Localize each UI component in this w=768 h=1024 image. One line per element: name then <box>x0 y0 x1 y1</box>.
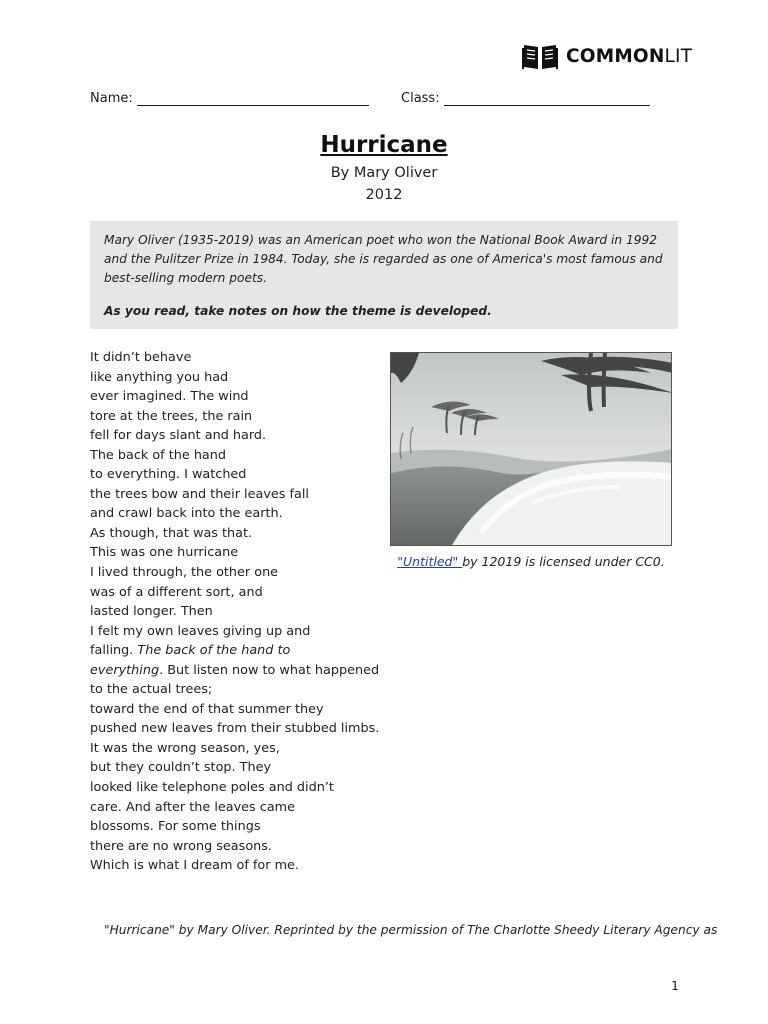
caption-link[interactable]: "Untitled" <box>397 554 463 569</box>
line-text <box>90 583 263 603</box>
line-body: The back of the hand <box>90 447 227 463</box>
poem-line <box>0 426 390 446</box>
line-body: care. And after the leaves came <box>90 799 295 815</box>
poem-line <box>0 504 390 524</box>
class-label: Class: <box>401 91 440 106</box>
line-text <box>90 563 278 583</box>
line-text <box>90 680 212 700</box>
poem-line <box>0 543 390 563</box>
line-text <box>90 837 272 857</box>
line-body: ever imagined. The wind <box>90 389 249 405</box>
line-text <box>90 446 226 466</box>
line-body: It didn’t behave <box>90 350 192 365</box>
line-body: lasted longer. Then <box>90 604 213 620</box>
page-number: 1 <box>671 978 679 993</box>
poem-line <box>0 485 390 505</box>
poem-line <box>0 837 390 857</box>
line-text <box>90 856 299 876</box>
line-text <box>90 778 334 798</box>
line-body: fell for days slant and hard. <box>90 428 267 444</box>
reading-task: As you read, take notes on how the theme is developed. <box>104 304 492 318</box>
line-text <box>90 348 191 368</box>
poem-line <box>0 641 390 661</box>
year-line: 2012 <box>365 187 403 203</box>
line-body: was of a different sort, and <box>90 584 263 600</box>
line-body: pushed new leaves from their stubbed limbs. <box>90 721 380 737</box>
line-body: to the actual trees; <box>90 682 213 698</box>
italic-phrase: everything <box>90 662 160 678</box>
line-body: . But listen now to what happened <box>159 662 380 678</box>
name-field[interactable] <box>90 91 369 106</box>
line-body: there are no wrong seasons. <box>90 838 272 854</box>
line-body: and crawl back into the earth. <box>90 506 283 522</box>
poem-line <box>0 524 390 544</box>
open-book-icon <box>522 41 558 71</box>
line-body: I lived through, the other one <box>90 565 279 581</box>
line-body: blossoms. For some things <box>90 819 261 835</box>
author-line: By Mary Oliver <box>330 165 438 181</box>
poem-line <box>0 602 390 622</box>
name-label: Name: <box>90 91 133 106</box>
poem-line <box>0 368 390 388</box>
poem-line <box>0 856 390 876</box>
caption-text: by 12019 is licensed under CC0. <box>462 554 665 569</box>
line-text <box>90 465 246 485</box>
line-text <box>90 817 261 837</box>
line-text <box>90 758 271 778</box>
line-body: I felt my own leaves giving up and <box>90 623 311 639</box>
line-body: the trees bow and their leaves fall <box>90 486 309 502</box>
poem-line <box>0 817 390 837</box>
line-body: falling. <box>90 643 138 659</box>
poem-line <box>0 622 390 642</box>
poem-line <box>0 387 390 407</box>
poem-line <box>0 407 390 427</box>
line-text <box>90 622 310 642</box>
line-text <box>90 407 252 427</box>
commonlit-logo <box>522 41 692 71</box>
line-text <box>90 641 290 661</box>
intro-box <box>90 221 678 329</box>
poem-line <box>0 563 390 583</box>
line-text <box>90 739 280 759</box>
line-text <box>90 504 283 524</box>
poem-line <box>0 739 390 759</box>
logo-word-lit: LIT <box>664 45 693 67</box>
line-body: toward the end of that summer they <box>90 701 324 717</box>
line-body: Which is what I dream of for me. <box>90 858 299 874</box>
line-text <box>90 602 213 622</box>
author-bio: Mary Oliver (1935-2019) was an American poet who won the National Book Award in 1992 and the Pulitzer Prize in 1984. Today, she is regarded as one of America's most famous and best-selling modern poets. <box>104 233 663 285</box>
poem-line <box>0 661 390 681</box>
poem-line <box>0 465 390 485</box>
line-body: This was one hurricane <box>90 545 239 561</box>
poem-line <box>0 700 390 720</box>
line-text <box>90 524 252 544</box>
line-body: As though, that was that. <box>90 525 253 541</box>
line-text <box>90 368 228 388</box>
logo-wordmark <box>566 46 692 67</box>
class-blank-line[interactable] <box>444 93 650 106</box>
line-text <box>90 700 324 720</box>
line-text <box>90 485 309 505</box>
line-text <box>90 426 266 446</box>
line-body: It was the wrong season, yes, <box>90 740 280 756</box>
class-field[interactable] <box>401 91 650 106</box>
poem-text <box>0 348 390 876</box>
logo-word-common: COMMON <box>566 45 665 67</box>
line-text <box>90 719 379 739</box>
line-body: but they couldn’t stop. They <box>90 760 272 776</box>
image-caption <box>390 554 672 569</box>
name-blank-line[interactable] <box>137 93 369 106</box>
hurricane-photo <box>390 352 672 546</box>
poem-line <box>0 778 390 798</box>
poem-line <box>0 758 390 778</box>
poem-line <box>0 680 390 700</box>
poem-line <box>0 583 390 603</box>
italic-phrase: The back of the hand to <box>137 643 291 659</box>
page-title: Hurricane <box>320 132 448 158</box>
line-text <box>90 387 249 407</box>
poem-line <box>0 719 390 739</box>
line-text <box>90 798 295 818</box>
line-body: like anything you had <box>90 369 229 385</box>
line-text <box>90 543 238 563</box>
line-text <box>90 661 379 681</box>
poem-line <box>0 798 390 818</box>
footnote: "Hurricane" by Mary Oliver. Reprinted by the permission of The Charlotte Sheedy Literary Agency as <box>104 923 718 937</box>
line-body: tore at the trees, the rain <box>90 408 253 424</box>
poem-line <box>0 348 390 368</box>
line-body: to everything. I watched <box>90 467 247 483</box>
line-body: looked like telephone poles and didn’t <box>90 780 334 796</box>
poem-line <box>0 446 390 466</box>
